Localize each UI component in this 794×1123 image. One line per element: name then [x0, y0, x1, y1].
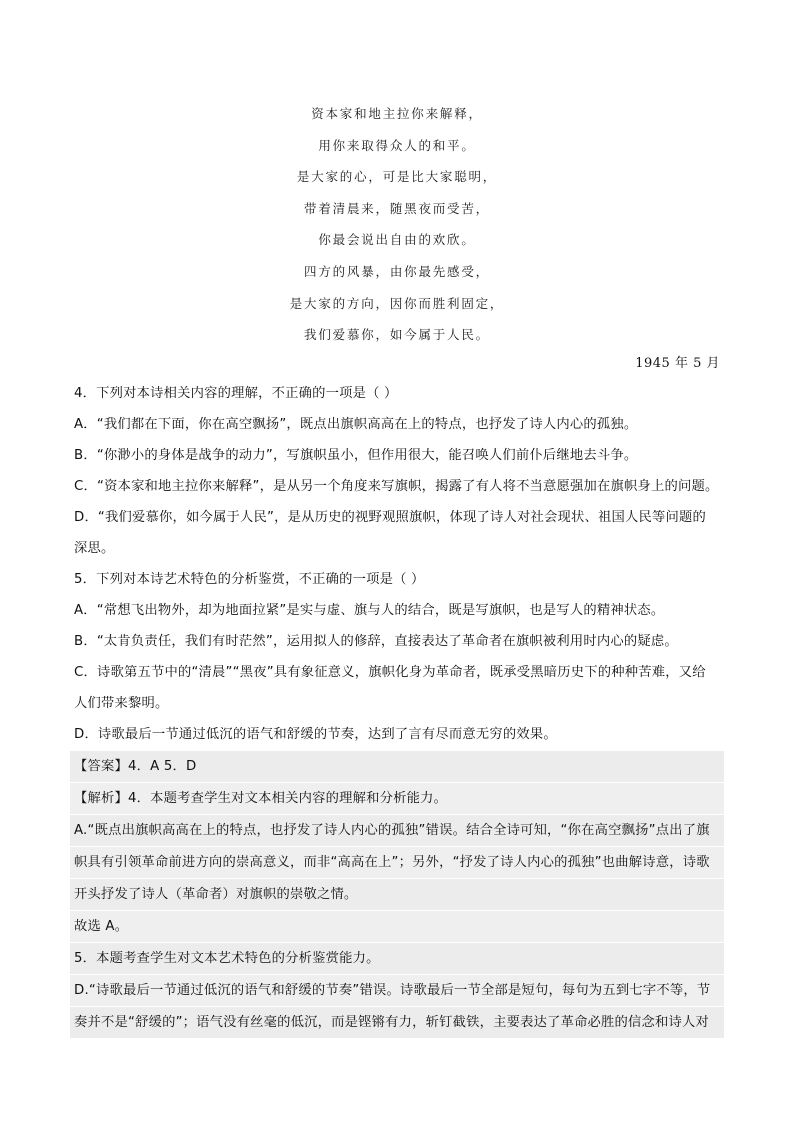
- analysis-line: 奏并不是“舒缓的”；语气没有丝毫的低沉，而是铿锵有力，斩钉截铁，主要表达了革命必胜的信念和诗人对: [70, 1007, 724, 1039]
- poem-line: 我们爱慕你，如今属于人民。: [304, 327, 490, 343]
- poem-line: 带着清晨来，随黑夜而受苦，: [304, 200, 490, 216]
- analysis-label: 【解析】: [74, 791, 128, 806]
- analysis-head-text: 4．本题考查学生对文本相关内容的理解和分析能力。: [128, 791, 448, 806]
- option-c-continued: 人们带来黎明。: [74, 696, 169, 711]
- answer-analysis: [70, 751, 724, 1039]
- option-d: D．诗歌最后一节通过低沉的语气和舒缓的节奏，达到了言有尽而意无穷的效果。: [74, 727, 557, 742]
- poem-line: 资本家和地主拉你来解释，: [311, 106, 483, 121]
- option-b: B．“你渺小的身体是战争的动力”，写旗帜虽小，但作用很大，能召唤人们前仆后继地去斗争。: [74, 448, 638, 463]
- analysis-line: A.“既点出旗帜高高在上的特点，也抒发了诗人内心的孤独”错误。结合全诗可知，“你在高空飘扬”点出了旗: [70, 815, 724, 847]
- option-d: D．“我们爱慕你，如今属于人民”，是从历史的视野观照旗帜，体现了诗人对社会现状、祖国人民等问题的: [74, 510, 706, 525]
- poem-date: 1945 年 5 月: [635, 356, 720, 371]
- analysis-head: [70, 783, 724, 815]
- question-stem: 4．下列对本诗相关内容的理解，不正确的一项是（ ）: [74, 386, 398, 401]
- answer-text: 4．A 5．D: [128, 759, 197, 774]
- question-5: [74, 564, 724, 750]
- option-b: B．“太肯负责任，我们有时茫然”，运用拟人的修辞，直接表达了革命者在旗帜被利用时内心的疑虑。: [74, 634, 678, 649]
- option-d-continued: 深思。: [74, 541, 115, 556]
- analysis-line: 帜具有引领革命前进方向的崇高意义，而非“高高在上”；另外，“抒发了诗人内心的孤独”也曲解诗意，诗歌: [70, 847, 724, 879]
- poem-line: 是大家的方向，因你而胜利固定，: [289, 295, 505, 311]
- analysis-line: 开头抒发了诗人（革命者）对旗帜的崇敬之情。: [70, 879, 724, 911]
- analysis-line: 故选 A。: [70, 911, 724, 943]
- answer-label: 【答案】: [74, 759, 128, 774]
- option-c: C．“资本家和地主拉你来解释”，是从另一个角度来写旗帜，揭露了有人将不当意愿强加在旗帜身上的问题。: [74, 479, 719, 494]
- poem-line: 用你来取得众人的和平。: [318, 137, 476, 153]
- poem-line: 你最会说出自由的欢欣。: [318, 232, 476, 248]
- analysis-line: D.“诗歌最后一节通过低沉的语气和舒缓的节奏”错误。诗歌最后一节全部是短句，每句为五到七字不等，节: [70, 975, 724, 1007]
- question-4: [74, 378, 724, 564]
- poem-line: 四方的风暴，由你最先感受，: [304, 263, 490, 279]
- option-a: A．“我们都在下面，你在高空飘扬”，既点出旗帜高高在上的特点，也抒发了诗人内心的孤独。: [74, 417, 638, 432]
- answer-line: [70, 751, 724, 783]
- question-stem: 5．下列对本诗艺术特色的分析鉴赏，不正确的一项是（ ）: [74, 572, 425, 587]
- poem-line: 是大家的心，可是比大家聪明，: [296, 169, 498, 185]
- analysis-line: 5．本题考查学生对文本艺术特色的分析鉴赏能力。: [70, 943, 724, 975]
- option-c: C．诗歌第五节中的“清晨”“黑夜”具有象征意义，旗帜化身为革命者，既承受黑暗历史下的种种苦难，又给: [74, 665, 706, 680]
- poem: [0, 98, 794, 351]
- option-a: A．“常想飞出物外，却为地面拉紧”是实与虚、旗与人的结合，既是写旗帜，也是写人的精神状态。: [74, 603, 665, 618]
